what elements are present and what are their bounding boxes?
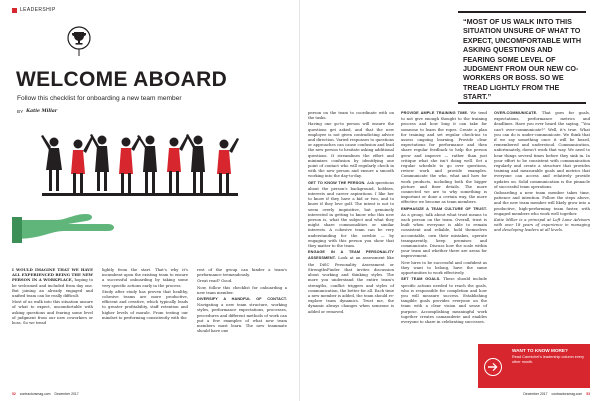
- footer-site: contractorsmag.com: [551, 392, 583, 396]
- figure-1: [41, 135, 62, 191]
- subhead: SET TEAM GOALS.: [401, 277, 441, 282]
- article-paragraph: Onboarding a new team member takes time, patience and intention. Follow the steps above, and the new team member will likely grow into a productive, high-performing team faster, with engaged members who work well together.: [494, 190, 590, 216]
- figure-4: [119, 136, 141, 193]
- article-column-6: [494, 110, 590, 234]
- section-label: LEADERSHIP: [20, 7, 56, 13]
- article-paragraph: New hires to be successful and confident as they want to belong, have the same opportunities to work effectively.: [401, 259, 487, 276]
- article-paragraph: Study after study has proven that healthy, cohesive teams are more productive, efficient and creative, which typically leads to greater profitability, staff retention and higher levels of morale. From testing our mindset to performing consistently with the: [102, 288, 188, 320]
- article-paragraph: person on the team to coordinate with on the tasks.: [308, 110, 394, 121]
- footer-site: contractorsmag.com: [19, 392, 51, 396]
- article-column-1: [12, 267, 93, 326]
- headline: WELCOME ABOARD: [16, 68, 228, 91]
- section-tag: [12, 7, 56, 13]
- footer-issue: December 2017: [54, 392, 79, 396]
- article-paragraph: That goes for goals, expectations, performance metrics and deadlines. Have you ever heard the saying, “You can't over-communicate?” Well, it's true. What you can do is under-communicate. We think that if we say something once it will be heard, remembered and understood. Communication, unfortunately, doesn't work that way. We need to hear things several times before they sink in. In your effort to be consistent with communication regularly and create a structure that provides training and measurable goals and metrics that everyone can access and relatively provide updates on. Solid communication is the pinnacle of successful team operations.: [494, 110, 590, 189]
- pull-quote-rule-bottom: [458, 102, 586, 104]
- want-more-body: Read Carmichel's leadership column every other month.: [512, 355, 585, 364]
- article-paragraph: Most of us walk into this situation unsure of what to expect, uncomfortable with asking questions and fearing some level of judgment from our new coworkers or boss. So we tread: [12, 299, 93, 326]
- illustration: [12, 122, 288, 261]
- subhead: ENGAGE IN A TEAM PERSONALITY ASSESSMENT.: [308, 250, 394, 261]
- article-column-5: [401, 110, 487, 325]
- article-paragraph: Look at an assessment like the DiSC Personality Assessment or StrengthsFinder that invites discussion about working and thinking styles. The more you understand the entire team's strengths, conflict triggers and styles of communication, the better for all. Each time a new member is added, the team should re-explore team dynamics. Trust me, the dynamic always changes when someone is added or removed.: [308, 255, 394, 314]
- byline: [17, 109, 57, 114]
- giving-hand: [12, 214, 114, 243]
- article-paragraph: Great read? Good.: [197, 278, 233, 284]
- figure-8: [217, 138, 239, 193]
- article-paragraph: Now, follow this checklist for onboarding a new team member.: [197, 284, 287, 295]
- footer-left: [12, 392, 79, 396]
- figure-2: [71, 137, 93, 193]
- article-column-3: [197, 267, 287, 334]
- section-marker: [12, 8, 17, 13]
- article-paragraph: We tend to not give enough thought to the training process and how long it can take for someone to learn the ropes. Create a plan for training and set regular check-ins to assess ongoing learning. Provide clear expectations for performance and then share regular feedback to help the person grow and improve — rather than just critique what she isn't doing well. Set a regular schedule to go over questions, review work and provide examples. Communicate the who, what and how for work products, including both the bigger picture and finer details. The more connected we are to why something is important or done a certain way, the more effective we become as team members.: [401, 110, 487, 205]
- figure-3: [90, 134, 109, 191]
- deck: Follow this checklist for onboarding a new team member: [17, 95, 182, 102]
- article-lead: I WOULD IMAGINE THAT WE HAVE ALL EXPERIENCED BEING THE NEW PERSON IN A WORKPLACE,: [12, 267, 93, 283]
- article-paragraph: Having one go-to person will ensure the questions get asked, and that the new employee is not given contradicting advice and direction. Varied responses to questions or approaches can cause confusion and lead the new person to hesitate asking additional questions. It streamlines the effort and minimizes confusion by identifying one point of contact who will regularly check in with the new person and ensure a smooth working into the day-to-day.: [308, 121, 394, 179]
- subhead: GET TO KNOW THE PERSON.: [308, 180, 366, 185]
- page-number: 53: [586, 392, 590, 396]
- want-more-box[interactable]: [478, 344, 590, 388]
- figure-7: [186, 134, 205, 193]
- team-figures: [41, 134, 239, 193]
- page-number: 52: [12, 392, 16, 396]
- trophy-icon: [66, 26, 92, 62]
- footer-issue: December 2017: [523, 392, 548, 396]
- figure-6: [167, 135, 189, 193]
- group-base: [42, 193, 238, 196]
- subhead: DIVERSIFY A HANDFUL OF CONTACT.: [197, 297, 287, 302]
- figure-5: [137, 135, 157, 193]
- article-paragraph: Ask questions about the person's background, hobbies, interests and career aspirations. I like her to know if they have a kid or two, and to know if they love golf. The intent is not to seem overly inquisitive, but genuinely interested in getting to know who this new person is, what the subject and what they might share commonalities or similar interests. A cohesive team can be very understanding for the newbie — by engaging with this person you show that they matter to the team.: [308, 179, 394, 249]
- article-paragraph: These should include specific actions needed to reach the goals, who is responsible for completion and how you will measure success. Establishing tangible goals provides everyone on the team with a clear vision and sense of purpose. Accomplishing meaningful work together creates camaraderie and enables everyone to share in celebrating successes.: [401, 276, 487, 324]
- pull-quote: “MOST OF US WALK INTO THIS SITUATION UNSURE OF WHAT TO EXPECT, UNCOMFORTABLE WITH ASKING QUESTIONS AND FEARING SOME LEVEL OF JUDGMENT FROM OUR NEW CO-WORKERS OR BOSS. SO WE TREAD LIGHTLY FROM THE START.”: [463, 17, 582, 102]
- subhead: PROVIDE AMPLE TRAINING TIME.: [401, 111, 469, 115]
- author-bio: Katie Millar is a principal at Left Lane Advisors with over 18 years of experience in managing and developing leaders at all levels.: [494, 217, 590, 233]
- article-paragraph: rest of the group can hinder a team's performance tremendously.: [197, 267, 287, 278]
- arrow-right-icon: [484, 358, 502, 376]
- subhead: EMPHASIZE A TEAM CULTURE OF TRUST.: [401, 206, 487, 211]
- subhead: OVER-COMMUNICATE.: [494, 111, 538, 115]
- byline-prefix: BY: [17, 109, 24, 114]
- article-column-4: [308, 110, 394, 315]
- article-paragraph: Navigating a new team structure, working styles, performance expectations, processes, procedures and different methods of work can put a few examples of what new team members must learn. The new teammate should have one: [197, 302, 287, 334]
- right-page: [300, 0, 600, 401]
- byline-author: Katie Millar: [26, 109, 58, 114]
- want-more-title: WANT TO KNOW MORE?: [512, 348, 568, 353]
- pull-quote-rule-top: [458, 11, 586, 13]
- article-column-2: [102, 267, 188, 321]
- article-paragraph: lightly from the start. That's why it's incumbent upon the existing team to ensure a successful onboarding by taking some very specific actions early in the process.: [102, 267, 188, 288]
- article-paragraph: As a group, talk about what trust means to each person on the team. Overall, trust is built when everyone is able to remain consistent and reliable, hold themselves accountable, own their mistakes, operate transparently, keep promises and communicate. Discuss how the scale within your team and whether there are areas for improvement.: [401, 211, 487, 259]
- footer-right: [523, 392, 590, 396]
- article-paragraph: hoping to be welcomed and included from day one. But joining an already engaged and unified team can be really difficult.: [12, 277, 93, 299]
